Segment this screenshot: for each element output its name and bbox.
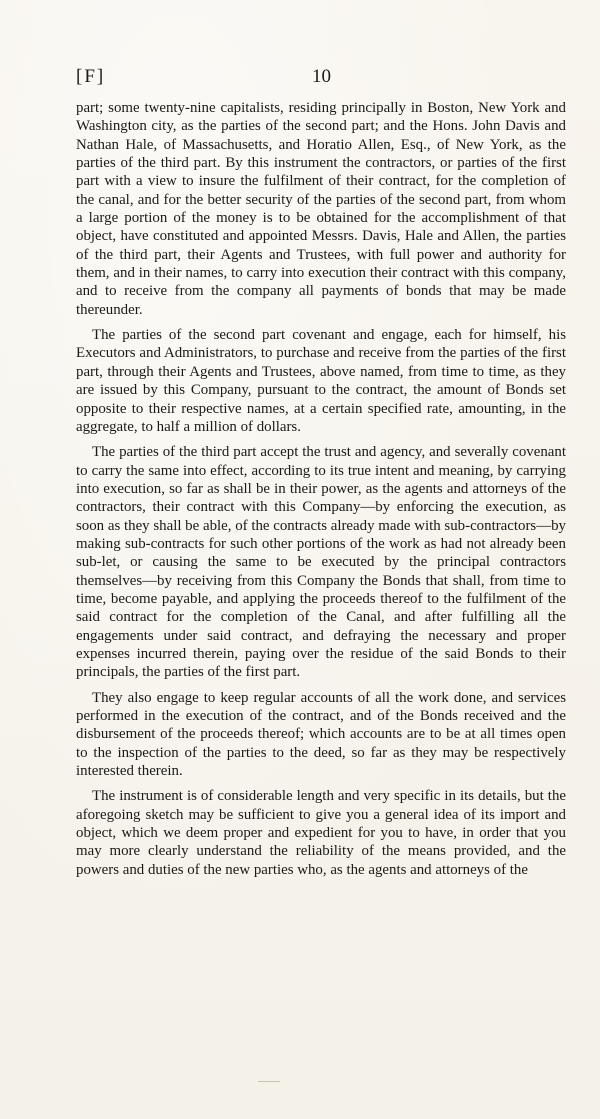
- signature-mark: [F]: [76, 66, 106, 87]
- paragraph-instrument: The instrument is of considerable length and very specific in its details, but the aforegoing sketch may be sufficient to give you a general idea of its import and object, which we deem proper and expedient for you to have, in order that you may more clearly understand the reliability of the means provided, and the powers and duties of the new parties who, as the agents and attorneys of the: [76, 788, 566, 878]
- paragraph-second-parties: The parties of the second part covenant and engage, each for himself, his Executors and Administrators, to purchase and receive from the parties of the first part, through their Agents and Trustees, above named, from time to time, as they are issued by this Company, pursuant to the contract, the amount of Bonds set opposite to their respective names, at a certain specified rate, amounting, in the aggregate, to half a million of dollars.: [76, 327, 566, 435]
- body-text: [76, 99, 566, 886]
- paragraph-accounts: They also engage to keep regular accounts of all the work done, and services performed in the execution of the contract, and of the Bonds received and the disbursement of the proceeds thereof; which accounts are to be at all times open to the inspection of the parties to the deed, so far as they may be respectively interested therein.: [76, 689, 566, 780]
- page-bottom-mark: [258, 1081, 280, 1082]
- paragraph-continuation: part; some twenty-nine capitalists, residing principally in Boston, New York and Washington city, as the parties of the second part; and the Hons. John Davis and Nathan Hale, of Massachusetts, and Horatio Allen, Esq., of New York, as the parties of the third part. By this instrument the contractors, or parties of the first part with a view to insure the fulfilment of their contract, for the completion of the canal, and for the better security of the parties of the second part, from whom a large portion of the money is to be obtained for the accomplishment of that object, have constituted and appointed Messrs. Davis, Hale and Allen, the parties of the third part, their Agents and Trustees, with full power and authority for them, and in their names, to carry into execution their contract with this company, and to receive from the company all payments of bonds that may be made thereunder.: [76, 100, 566, 318]
- paragraph-third-parties: The parties of the third part accept the trust and agency, and severally covenant to carry the same into effect, according to its true intent and meaning, by carrying into execution, so far as shall be in their power, as the agents and attorneys of the contractors, their contract with this Company—by enforcing the execution, as soon as they shall be able, of the contracts already made with sub-contractors—by making sub-contracts for such other portions of the work as had not already been sub-let, or causing the same to be executed by the principal contractors themselves—by receiving from this Company the Bonds that shall, from time to time, become payable, and applying the proceeds thereof to the fulfilment of the said contract for the completion of the Canal, and after fulfilling all the engagements under said contract, and defraying the necessary and proper expenses incurred therein, paying over the residue of the said Bonds to their principals, the parties of the first part.: [76, 444, 566, 681]
- page-number: 10: [312, 66, 331, 87]
- page-header: [76, 66, 566, 90]
